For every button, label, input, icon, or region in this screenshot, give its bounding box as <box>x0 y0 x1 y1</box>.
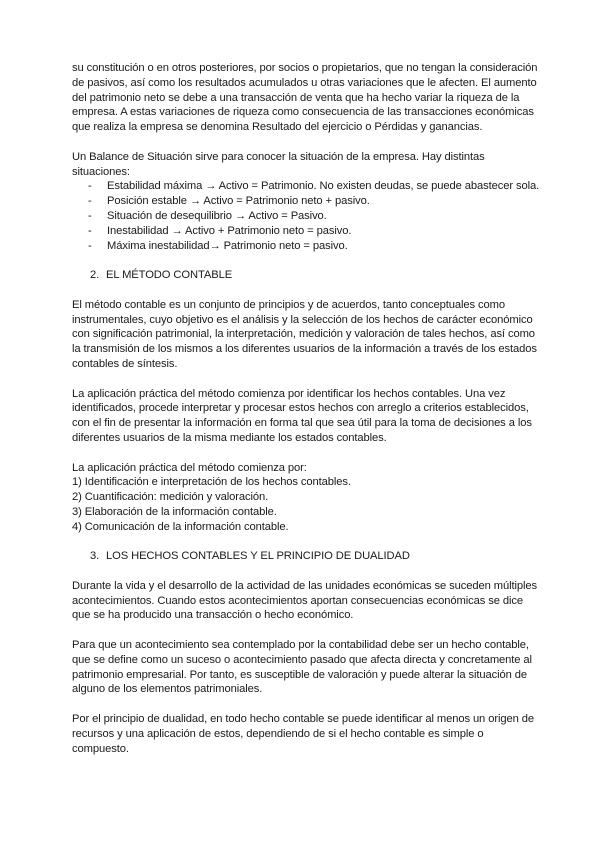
paragraph-dualidad: Por el principio de dualidad, en todo hecho contable se puede identificar al menos un origen de recursos y una aplicación de estos, dependiendo de si el hecho contable es simple o compuesto. <box>72 713 534 755</box>
section-title: EL MÉTODO CONTABLE <box>106 269 233 282</box>
list-item: 1) Identificación e interpretación de los hechos contables. <box>72 476 351 489</box>
list-item: - Inestabilidad → Activo + Patrimonio neto = pasivo. <box>72 224 540 239</box>
paragraph-aplicacion-intro: La aplicación práctica del método comienza por: <box>72 461 307 474</box>
paragraph-hecho-contable: Para que un acontecimiento sea contemplado por la contabilidad debe ser un hecho contable, que se define como un suceso o acontecimiento pasado que afecta directa y concretamente al patrimonio empresarial. Por tanto, es susceptible de valoración y puede alterar la situación de alguno de los elementos patrimoniales. <box>72 639 532 696</box>
section-number: 3. <box>90 550 100 563</box>
list-item: 3) Elaboración de la información contable. <box>72 505 277 518</box>
spacer <box>72 697 540 712</box>
list-item: - Posición estable → Activo = Patrimonio neto + pasivo. <box>72 194 540 209</box>
steps-list <box>72 475 540 534</box>
list-item: - Estabilidad máxima → Activo = Patrimonio. No existen deudas, se puede abastecer sola. <box>72 179 540 194</box>
spacer <box>72 135 540 150</box>
paragraph-balance: Un Balance de Situación sirve para conocer la situación de la empresa. Hay distintas situaciones: <box>72 150 485 178</box>
paragraph-aplicacion: La aplicación práctica del método comienza por identificar los hechos contables. Una vez identificados, procede interpretar y procesar estos hechos con arreglo a criterios establecidos, con el fin de presentar la información en forma tal que sea útil para la toma de decisiones a los diferentes usuarios de la misma mediante los estados contables. <box>72 387 532 444</box>
spacer <box>72 623 540 638</box>
section-heading-3 <box>72 549 540 564</box>
situations-list <box>72 179 540 253</box>
section-title: LOS HECHOS CONTABLES Y EL PRINCIPIO DE DUALIDAD <box>106 550 410 563</box>
section-heading-2 <box>72 268 540 283</box>
spacer <box>72 283 540 298</box>
list-item: 4) Comunicación de la información contable. <box>72 520 289 533</box>
paragraph-acontecimientos: Durante la vida y el desarrollo de la actividad de las unidades económicas se suceden múltiples acontecimientos. Cuando estos acontecimientos aportan consecuencias económicas se dice que se ha producido una transacción o hecho económico. <box>72 579 537 622</box>
list-item: 2) Cuantificación: medición y valoración. <box>72 491 269 504</box>
paragraph-metodo: El método contable es un conjunto de principios y de acuerdos, tanto conceptuales como instrumentales, cuyo objetivo es el análisis y la selección de los hechos de carácter económico con significación patrimonial, la interpretación, medición y valoración de tales hechos, así como la transmisión de los mismos a los diferentes usuarios de la información a través de los estados contables de síntesis. <box>72 298 537 370</box>
list-item: - Máxima inestabilidad→ Patrimonio neto = pasivo. <box>72 239 540 254</box>
section-number: 2. <box>90 269 100 282</box>
spacer <box>72 446 540 461</box>
paragraph-patrimonio: su constitución o en otros posteriores, por socios o propietarios, que no tengan la consideración de pasivos, así como los resultados acumulados u otras variaciones que le afecten. El aumento del patrimonio neto se debe a una transacción de venta que ha hecho variar la riqueza de la empresa. A estas variaciones de riqueza como consecuencia de las transacciones económicas que realiza la empresa se denomina Resultado del ejercicio o Pérdidas y ganancias. <box>72 62 538 134</box>
spacer <box>72 253 540 268</box>
spacer <box>72 372 540 387</box>
spacer <box>72 535 540 550</box>
spacer <box>72 564 540 579</box>
list-item: - Situación de desequilibrio → Activo = Pasivo. <box>72 209 540 224</box>
